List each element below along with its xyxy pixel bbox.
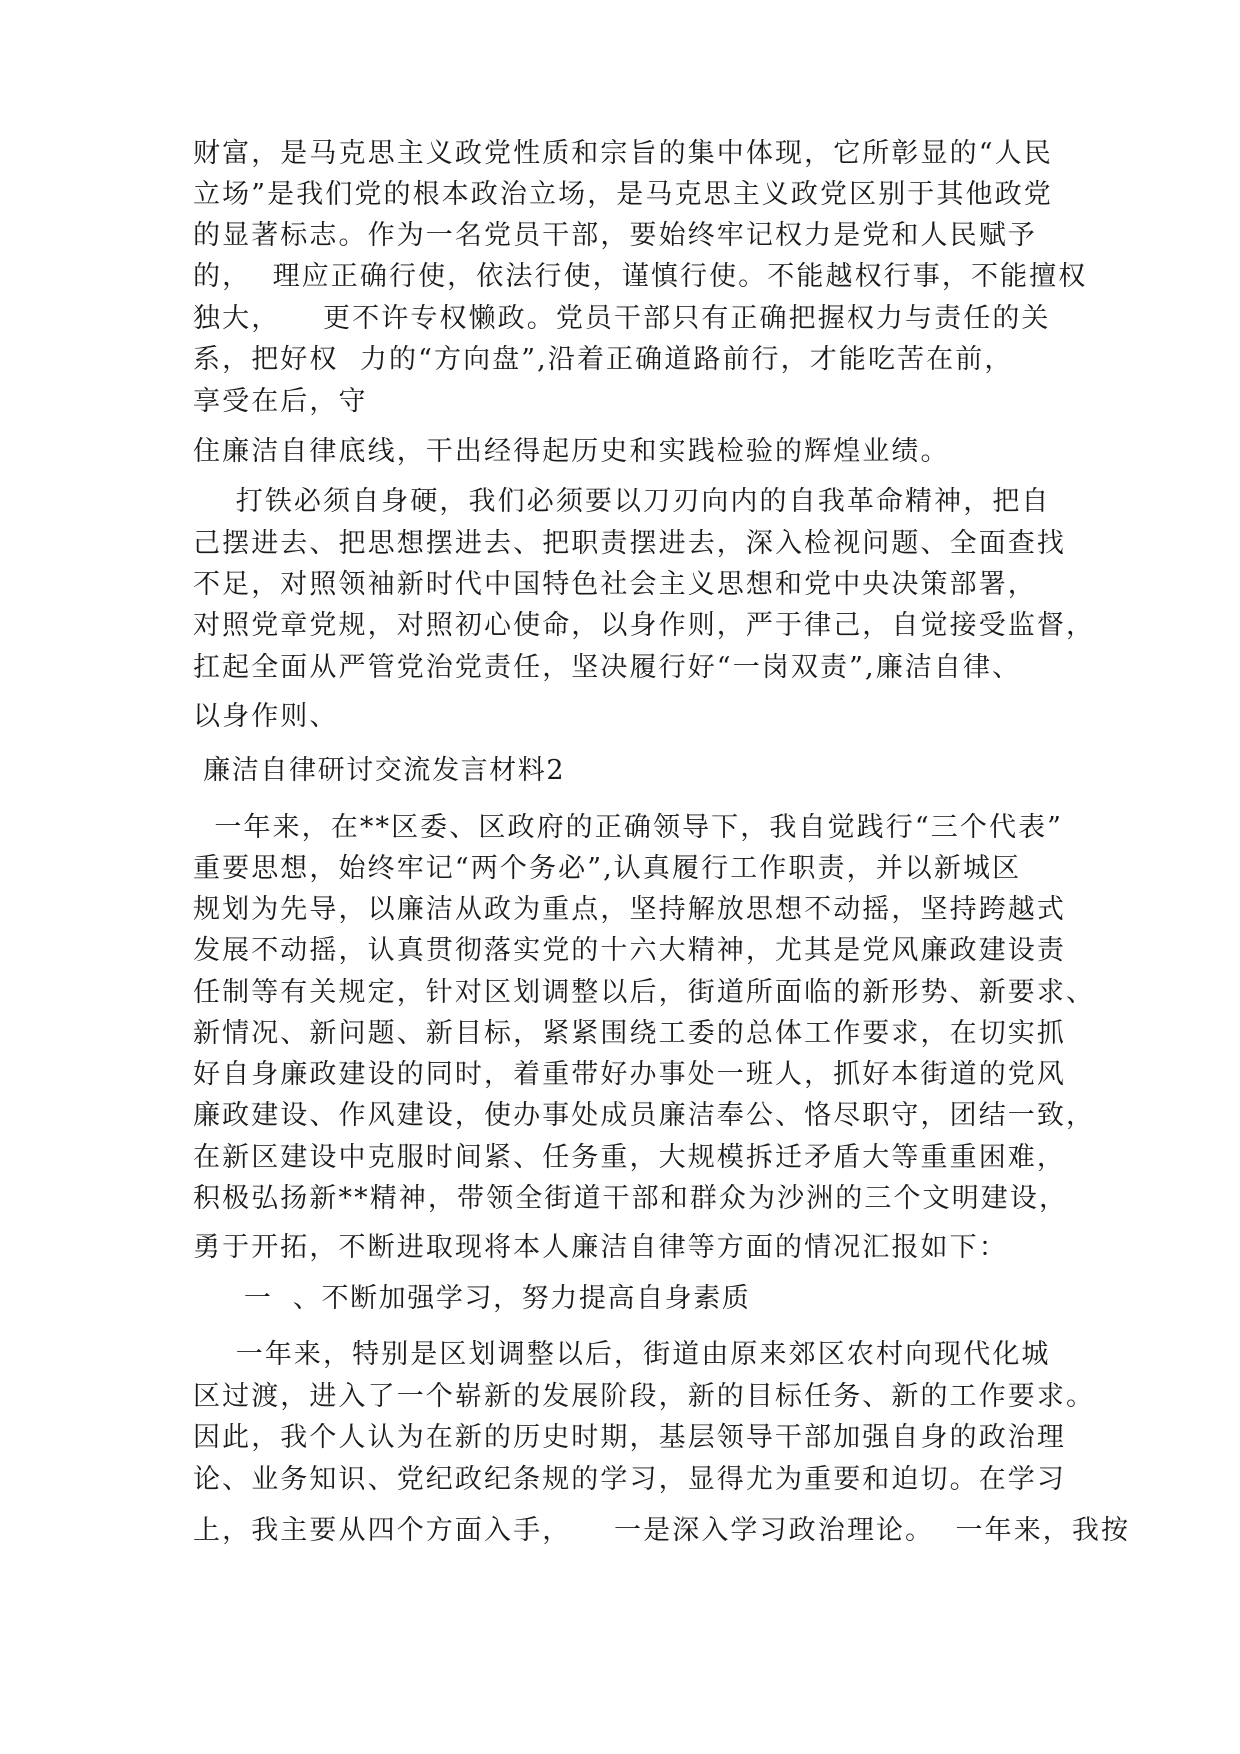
paragraph-line: 积极弘扬新**精神，带领全街道干部和群众为沙洲的三个文明建设， <box>193 1183 1069 1214</box>
paragraph-line: 上，我主要从四个方面入手， 一是深入学习政治理论。 一年来，我按 <box>193 1515 1131 1546</box>
subsection-heading: 一 、不断加强学习，努力提高自身素质 <box>193 1283 751 1314</box>
paragraph-line: 的显著标志。作为一名党员干部，要始终牢记权力是党和人民赋予 <box>193 220 1037 251</box>
paragraph-line: 打铁必须自身硬，我们必须要以刀刃向内的自我革命精神，把自 <box>193 486 1051 517</box>
paragraph-line: 发展不动摇，认真贯彻落实党的十六大精神，尤其是党风廉政建设责 <box>193 935 1066 966</box>
paragraph-line: 一年来，特别是区划调整以后，街道由原来郊区农村向现代化城 <box>193 1339 1051 1370</box>
paragraph-line: 好自身廉政建设的同时，着重带好办事处一班人，抓好本街道的党风 <box>193 1059 1066 1090</box>
paragraph-line: 新情况、新问题、新目标，紧紧围绕工委的总体工作要求，在切实抓 <box>193 1018 1066 1049</box>
paragraph-line: 在新区建设中克服时间紧、任务重，大规模拆迁矛盾大等重重困难， <box>193 1142 1066 1173</box>
paragraph-line: 勇于开拓，不断进取现将本人廉洁自律等方面的情况汇报如下： <box>193 1232 1008 1263</box>
paragraph-line: 因此，我个人认为在新的历史时期，基层领导干部加强自身的政治理 <box>193 1422 1066 1453</box>
paragraph-line: 立场”是我们党的根本政治立场，是马克思主义政党区别于其他政党 <box>193 179 1053 210</box>
paragraph-line: 区过渡，进入了一个崭新的发展阶段，新的目标任务、新的工作要求。 <box>193 1381 1096 1412</box>
paragraph-line: 不足，对照领袖新时代中国特色社会主义思想和党中央决策部署， <box>193 569 1037 600</box>
paragraph-line: 系，把好权 力的“方向盘”,沿着正确道路前行，才能吃苦在前， <box>193 344 1014 375</box>
paragraph-line: 任制等有关规定，针对区划调整以后，街道所面临的新形势、新要求、 <box>193 977 1096 1008</box>
paragraph-line: 重要思想，始终牢记“两个务必”,认真履行工作职责，并以新城区 <box>193 853 1022 884</box>
paragraph-line: 独大， 更不许专权懒政。党员干部只有正确把握权力与责任的关 <box>193 303 1051 334</box>
paragraph-line: 论、业务知识、党纪政纪条规的学习，显得尤为重要和迫切。在学习 <box>193 1464 1066 1495</box>
paragraph-line: 一年来，在**区委、区政府的正确领导下，我自觉践行“三个代表” <box>193 812 1064 843</box>
paragraph-line: 扛起全面从严管党治党责任，坚决履行好“一岗双责”,廉洁自律、 <box>193 652 1022 683</box>
paragraph-line: 规划为先导，以廉洁从政为重点，坚持解放思想不动摇，坚持跨越式 <box>193 894 1066 925</box>
paragraph-line: 住廉洁自律底线，干出经得起历史和实践检验的辉煌业绩。 <box>193 436 950 467</box>
paragraph-line: 廉政建设、作风建设，使办事处成员廉洁奉公、恪尽职守，团结一致， <box>193 1100 1096 1131</box>
paragraph-line: 的， 理应正确行使，依法行使，谨慎行使。不能越权行事，不能擅权 <box>193 261 1088 292</box>
paragraph-line: 对照党章党规，对照初心使命，以身作则，严于律己，自觉接受监督， <box>193 610 1096 641</box>
paragraph-line: 以身作则、 <box>193 701 339 732</box>
section-heading: 廉洁自律研讨交流发言材料2 <box>193 755 566 786</box>
paragraph-line: 财富，是马克思主义政党性质和宗旨的集中体现，它所彰显的“人民 <box>193 138 1053 169</box>
paragraph-line: 享受在后，守 <box>193 386 368 417</box>
paragraph-line: 己摆进去、把思想摆进去、把职责摆进去，深入检视问题、全面查找 <box>193 528 1066 559</box>
